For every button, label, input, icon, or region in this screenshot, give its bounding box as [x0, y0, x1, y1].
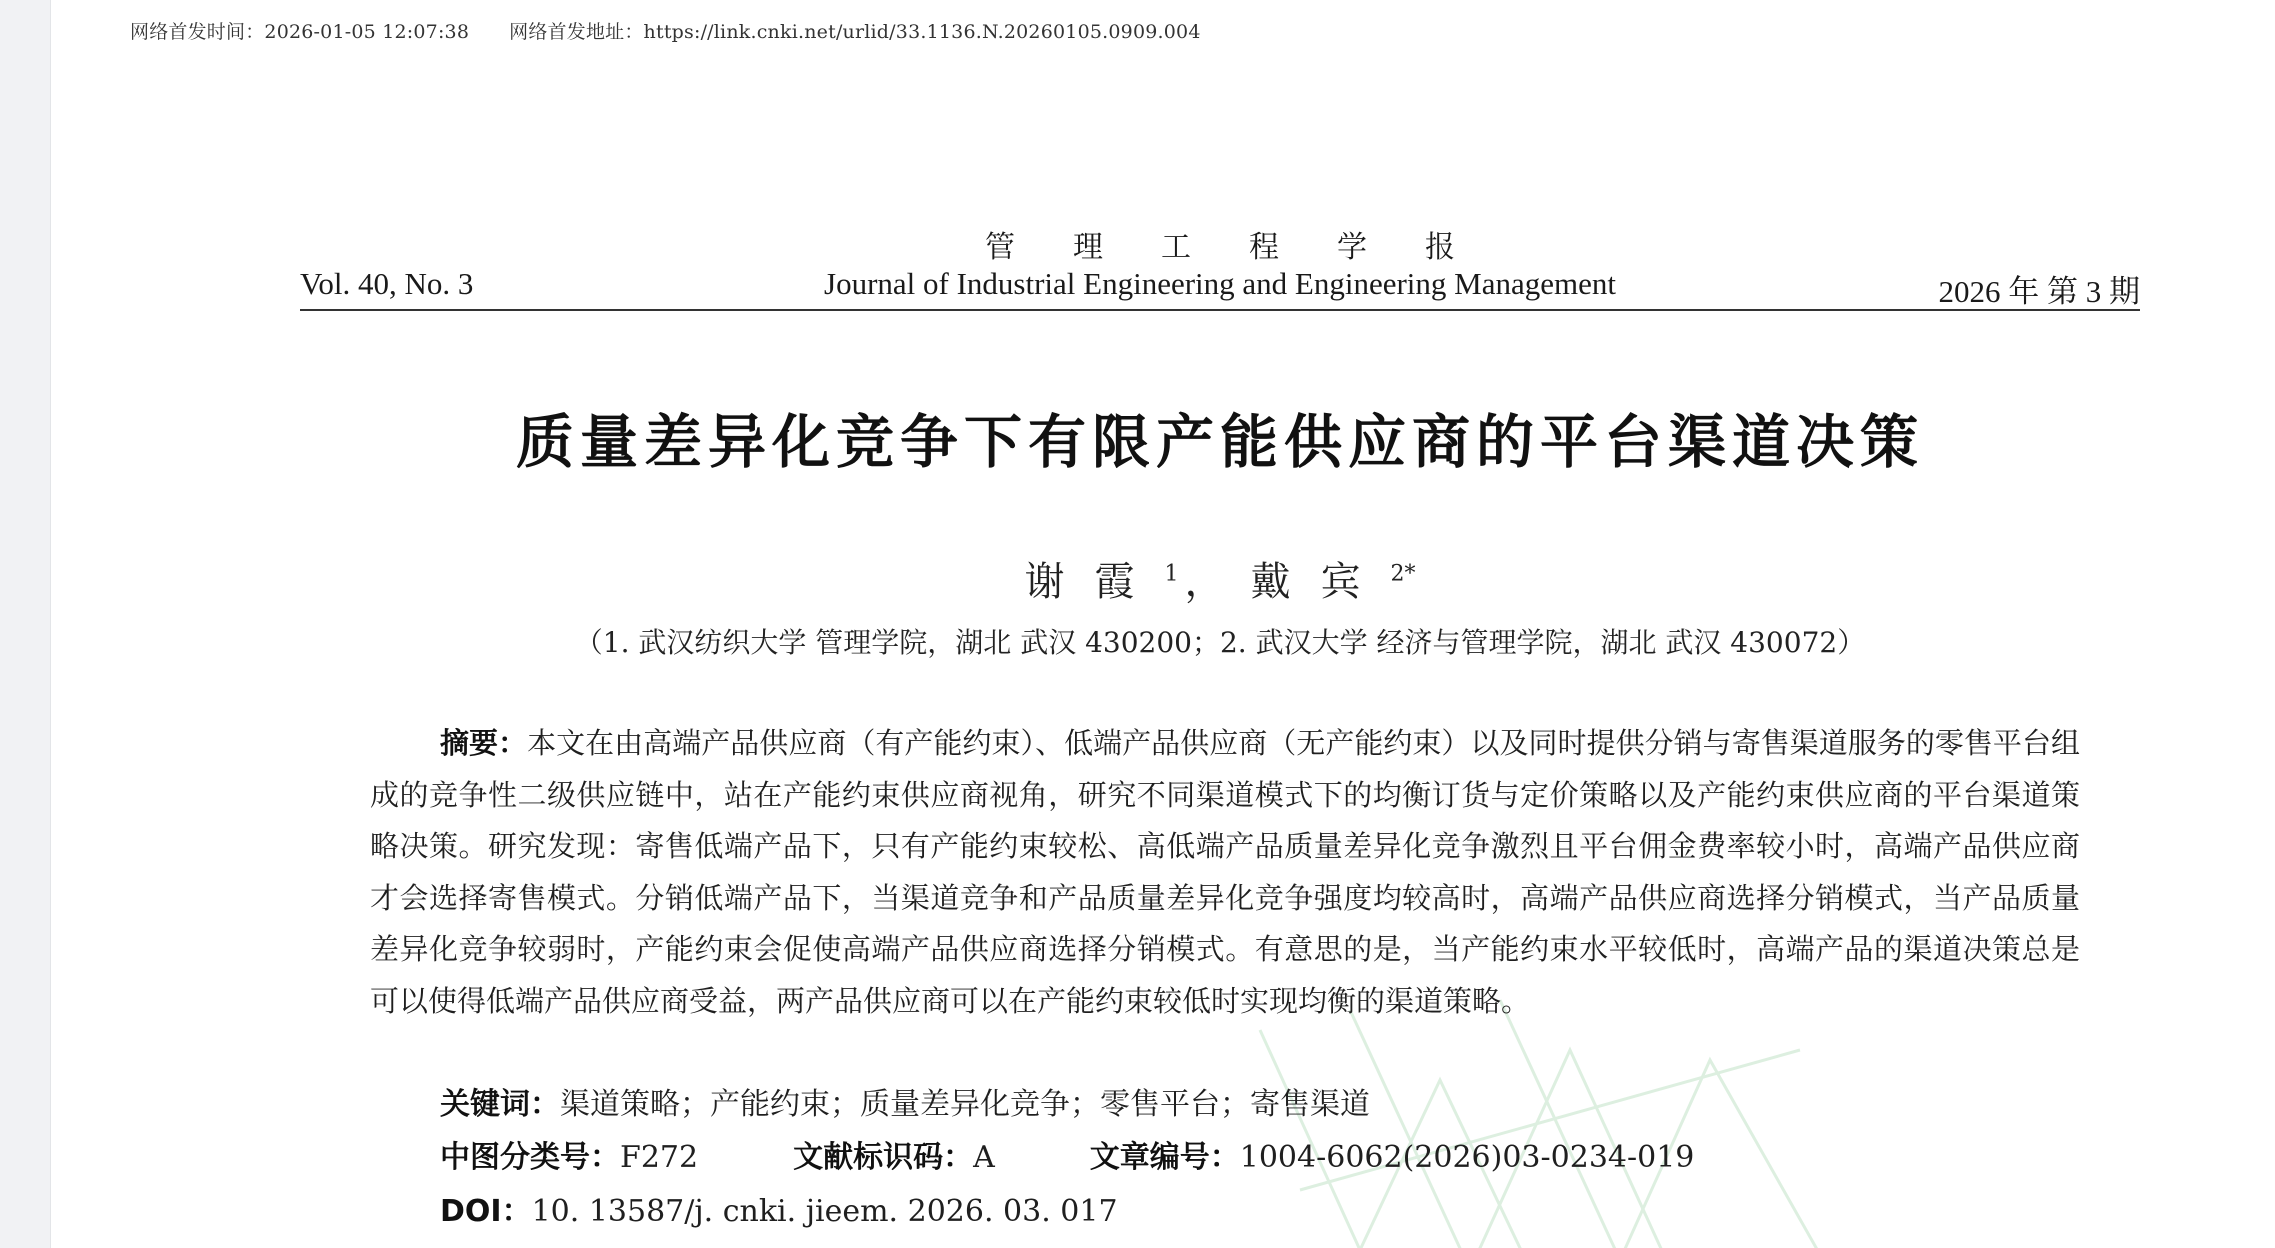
publish-url-value[interactable]: https://link.cnki.net/urlid/33.1136.N.20260105.0909.004 — [643, 21, 1201, 43]
journal-name-en: Journal of Industrial Engineering and Engineering Management — [824, 266, 1616, 301]
abstract-label: 摘要： — [440, 726, 528, 760]
publish-url-label: 网络首发地址： — [509, 21, 644, 43]
doi-value[interactable]: 10. 13587/j. cnki. jieem. 2026. 03. 017 — [531, 1194, 1118, 1229]
keywords-value: 渠道策略；产能约束；质量差异化竞争；零售平台；寄售渠道 — [560, 1087, 1370, 1122]
doc-code-label: 文献标识码： — [793, 1140, 974, 1175]
header-divider — [300, 309, 2140, 311]
abstract-text: 本文在由高端产品供应商（有产能约束）、低端产品供应商（无产能约束）以及同时提供分销与寄售渠道服务的零售平台组成的竞争性二级供应链中，站在产能约束供应商视角，研究不同渠道模式下的均衡订货与定价策略以及产能约束供应商的平台渠道策略决策。研究发现：寄售低端产品下，只有产能约束较松、高低端产品质量差异化竞争激烈且平台佣金费率较小时，高端产品供应商才会选择寄售模式。分销低端产品下，当渠道竞争和产品质量差异化竞争强度均较高时，高端产品供应商选择分销模式，当产品质量差异化竞争较弱时，产能约束会促使高端产品供应商选择分销模式。有意思的是，当产能约束水平较低时，高端产品的渠道决策总是可以使得低端产品供应商受益，两产品供应商可以在产能约束较低时实现均衡的渠道策略。 — [370, 726, 2080, 1018]
issue-number: 2026 年 第 3 期 — [1938, 274, 2140, 309]
journal-header — [300, 222, 2140, 312]
author-name: 谢霞 — [1024, 559, 1165, 605]
classification-line — [440, 1132, 1694, 1176]
abstract — [370, 718, 2080, 1027]
author-affil-mark: 1 — [1164, 561, 1179, 587]
publish-time-value: 2026-01-05 12:07:38 — [264, 21, 470, 43]
viewer-left-gutter — [0, 0, 51, 1248]
volume-number: Vol. 40, No. 3 — [300, 266, 474, 301]
author-affil-mark: 2* — [1390, 561, 1416, 587]
doi-label: DOI： — [440, 1194, 532, 1229]
clc-value: F272 — [620, 1140, 699, 1175]
article-no-label: 文章编号： — [1089, 1140, 1240, 1175]
keywords — [440, 1079, 1370, 1123]
author-separator: ， — [1184, 559, 1225, 605]
journal-name-cn: 管理工程学报 — [985, 230, 1513, 265]
publish-time-label: 网络首发时间： — [130, 21, 265, 43]
doc-code-value: A — [973, 1140, 995, 1175]
author-list — [300, 550, 2140, 607]
online-publication-info — [130, 17, 1201, 44]
author-name: 戴宾 — [1250, 559, 1391, 605]
doi-line — [440, 1186, 1118, 1230]
article-title: 质量差异化竞争下有限产能供应商的平台渠道决策 — [515, 408, 1924, 476]
affiliations: （1. 武汉纺织大学 管理学院，湖北 武汉 430200；2. 武汉大学 经济与管理学院，湖北 武汉 430072） — [574, 626, 1866, 659]
article-no-value: 1004-6062(2026)03-0234-019 — [1239, 1140, 1695, 1175]
keywords-label: 关键词： — [440, 1087, 560, 1122]
clc-label: 中图分类号： — [440, 1140, 620, 1175]
